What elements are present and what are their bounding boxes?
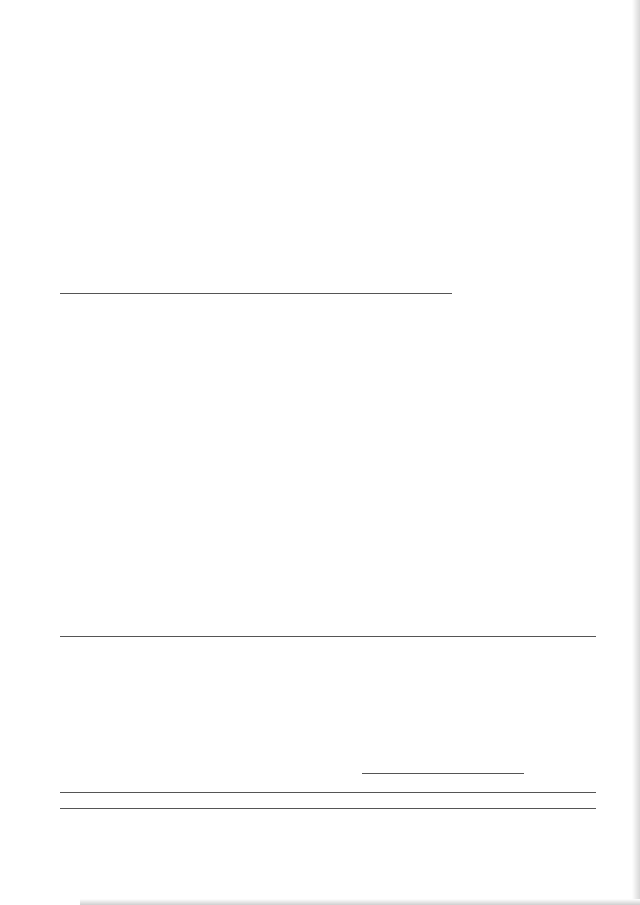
page-bottom-shadow [80, 899, 640, 905]
applicant-name-line [60, 293, 452, 294]
blank-line [60, 792, 596, 793]
missing-documents-line [362, 773, 524, 774]
blank-line [60, 808, 596, 809]
page-edge-shadow [632, 0, 640, 905]
violations-line [60, 636, 596, 637]
